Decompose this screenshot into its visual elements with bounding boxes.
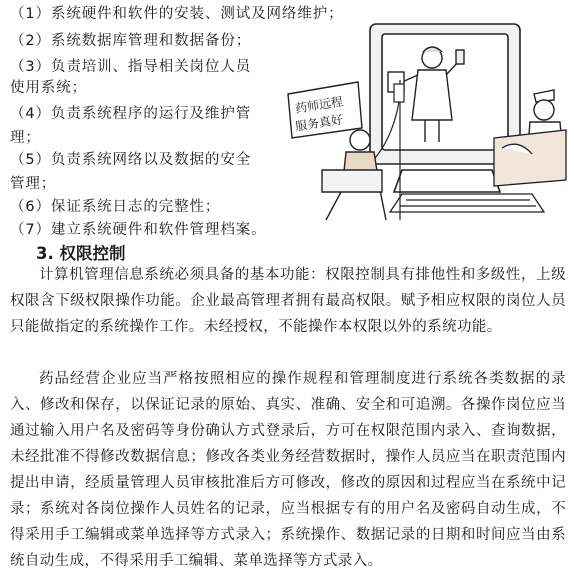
section-heading: 3. 权限控制: [36, 244, 126, 263]
list-item: （1）系统硬件和软件的安装、测试及网络维护；: [10, 6, 344, 22]
list-item: （5）负责系统网络以及数据的安全: [10, 152, 252, 168]
pharmacist-remote-service-cartoon: [282, 20, 568, 232]
list-item: 使用系统；: [10, 80, 87, 96]
list-item: （2）系统数据库管理和数据备份；: [10, 33, 252, 49]
list-item: （4）负责系统程序的运行及维护管: [10, 106, 252, 122]
list-item: （6）保证系统日志的完整性；: [10, 199, 221, 215]
paragraph-2: 药品经营企业应当严格按照相应的操作规程和管理制度进行系统各类数据的录入、修改和保存，以保证记录的原始、真实、准确、安全和可追溯。各操作岗位应当通过输入用户名及密码等身份确认方式登录后，方可在权限范围内录入、查询数据，未经批准不得修改数据信息；修改各类业务经营数据时，操作人员应当在职责范围内提出申请，经质量管理人员审核批准后方可修改，修改的原因和过程应当在系统中记录；系统对各岗位操作人员姓名的记录，应当根据专有的用户名及密码自动生成，不得采用手工编辑或菜单选择等方式录入；系统操作、数据记录的日期和时间应当由系统自动生成，不得采用手工编辑、菜单选择等方式录入。: [10, 371, 566, 569]
svg-text:药师远程: 药师远程: [294, 94, 344, 116]
paragraph-1: 计算机管理信息系统必须具备的基本功能：权限控制具有排他性和多级性，上级权限含下级权限操作功能。企业最高管理者拥有最高权限。赋予相应权限的岗位人员只能做指定的系统操作工作。未经授权，不能操作本权限以外的系统功能。: [10, 267, 566, 335]
list-item: （7）建立系统硬件和软件管理档案。: [10, 222, 267, 238]
list-item: 理；: [10, 130, 41, 146]
list-item: （3）负责培训、指导相关岗位人员: [10, 59, 252, 75]
svg-text:服务真好: 服务真好: [294, 112, 344, 134]
list-item: 管理；: [10, 176, 57, 192]
sign-board: [288, 82, 362, 138]
keyboard-icon: [390, 194, 544, 212]
bed-icon: [494, 130, 566, 186]
